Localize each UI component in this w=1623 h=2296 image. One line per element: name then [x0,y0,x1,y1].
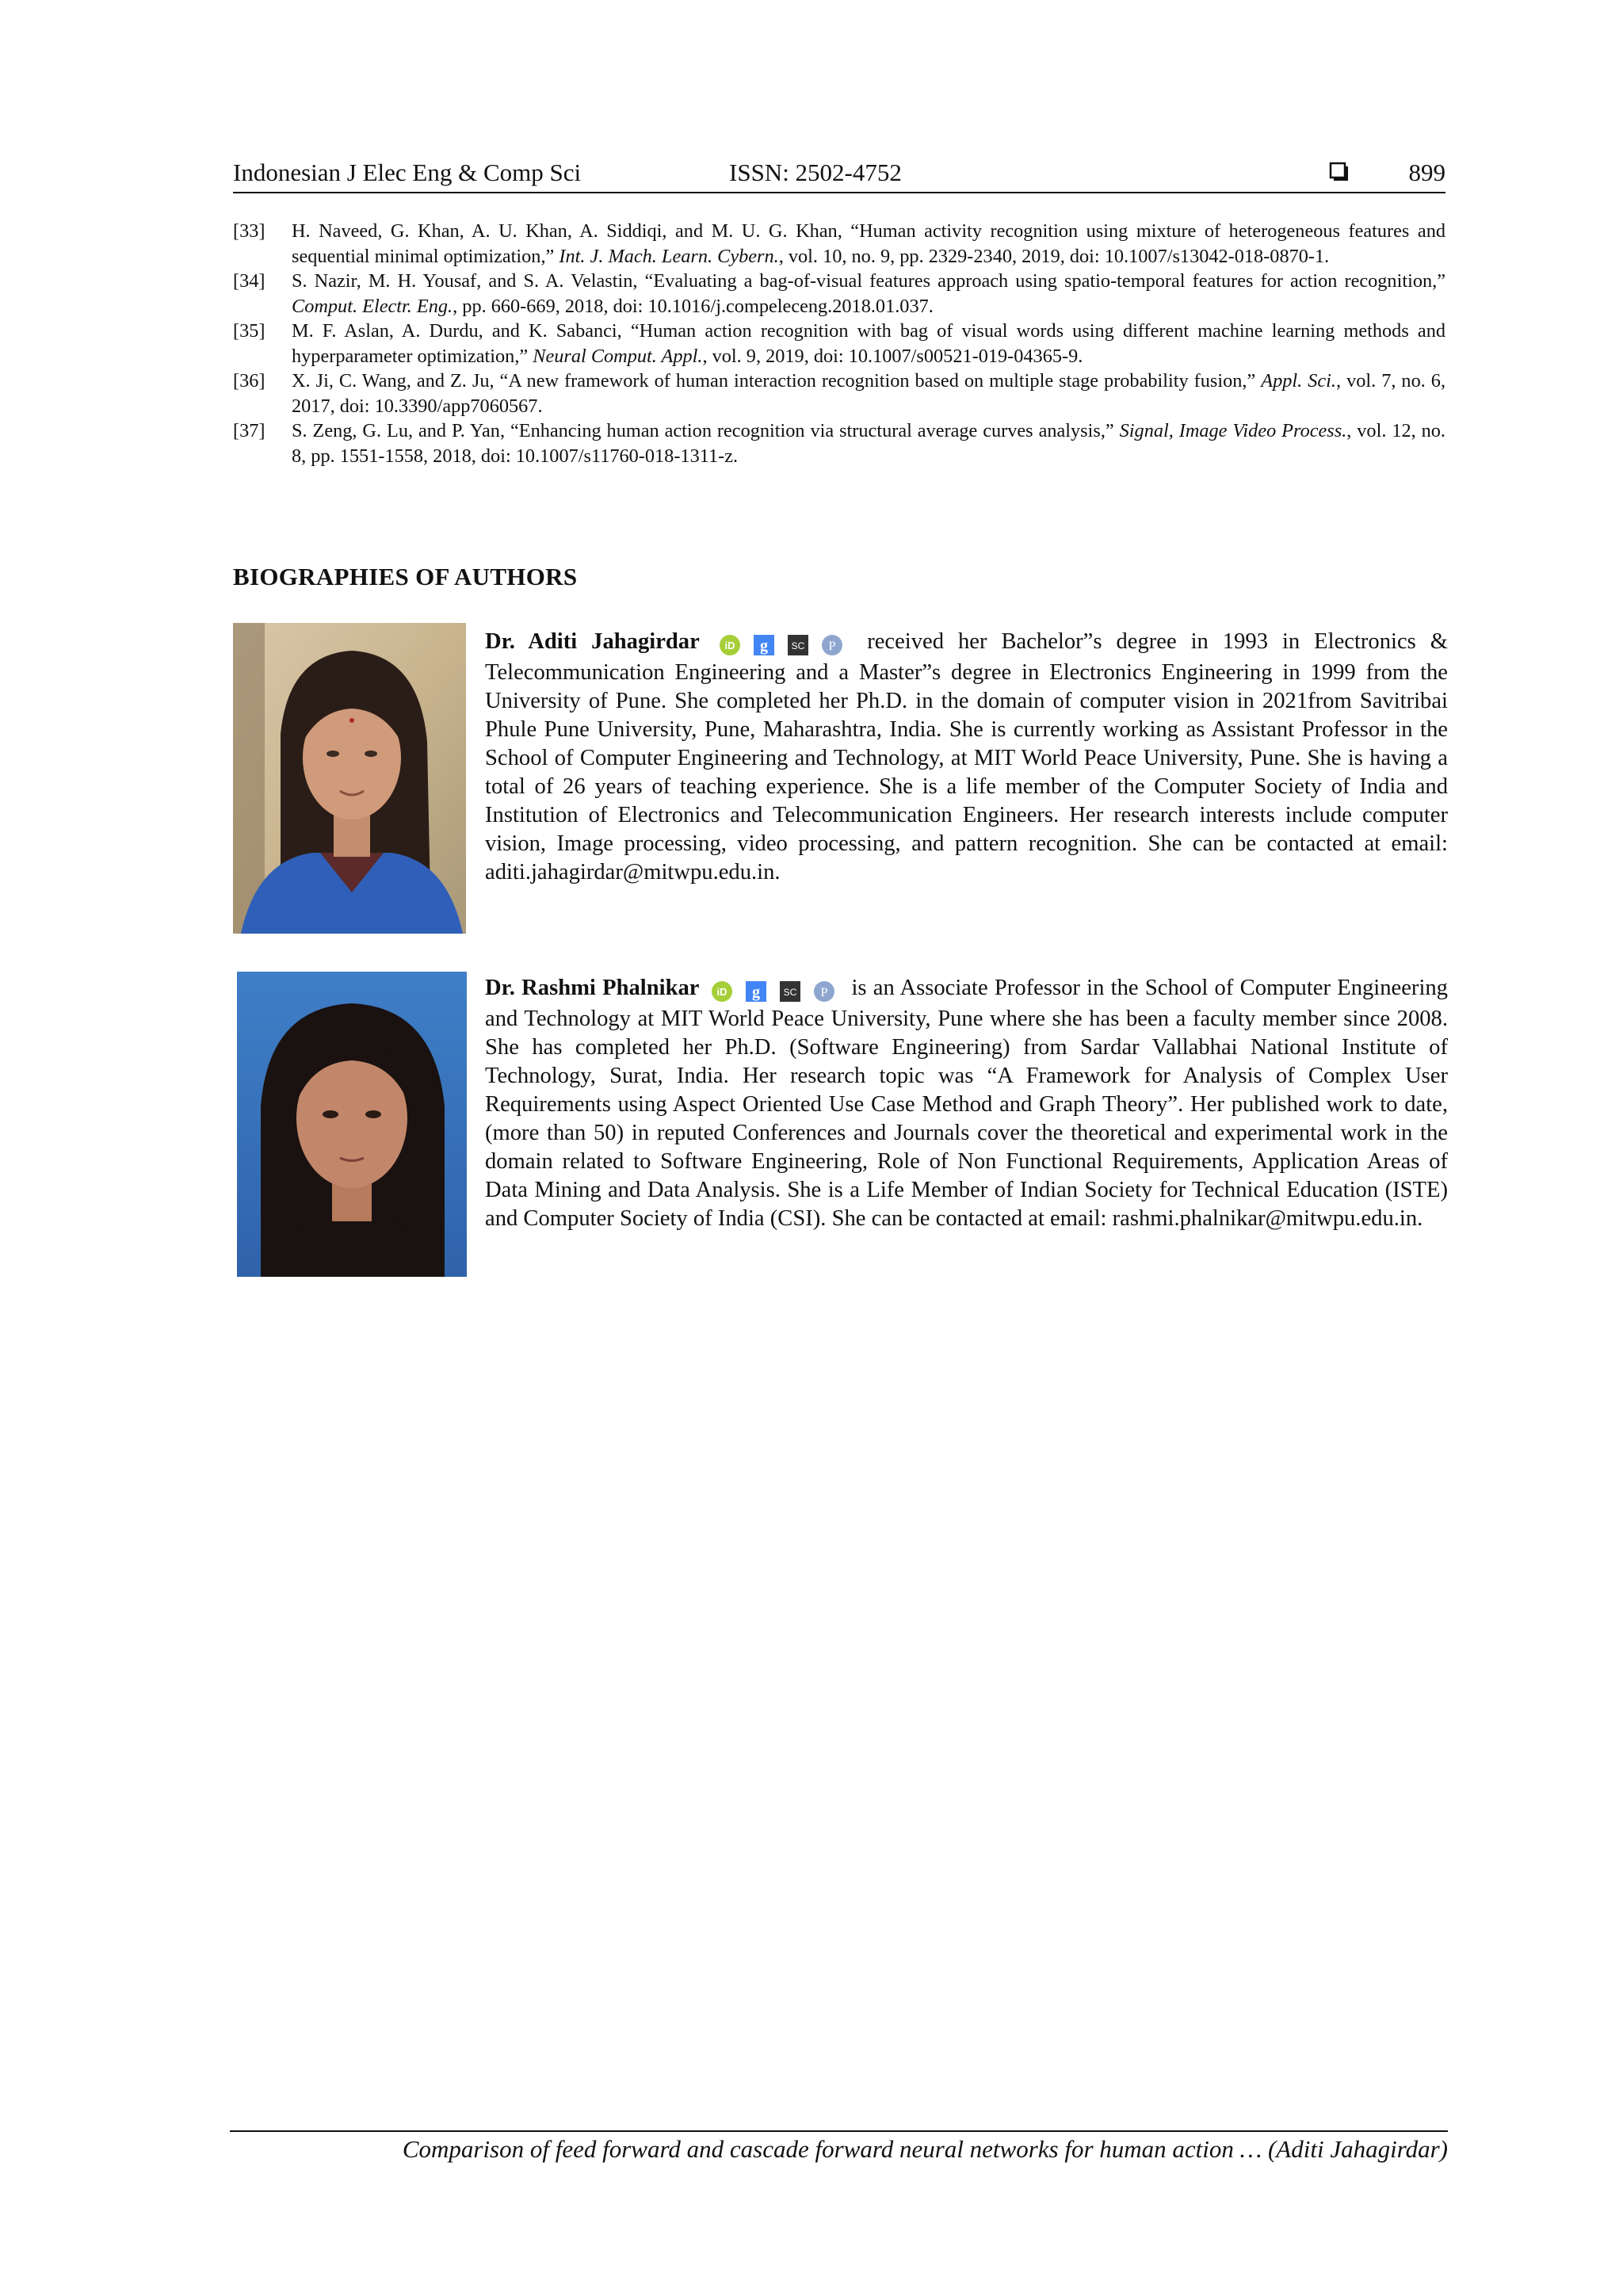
author-name: Dr. Aditi Jahagirdar [485,629,700,654]
author-bio-2 [485,974,1448,1233]
author-bio-text: is an Associate Professor in the School of Computer Engineering and Technology at MIT World Peace University, Pune where she has been a faculty member since 2008. She has completed her Ph.D. (Software Engineering) from Sardar Vallabhai National Institute of Technology, Surat, India. Her research topic was “A Framework for Analysis of Complex User Requirements using Aspect Oriented Use Case Method and Graph Theory”. Her published work to date, (more than 50) in reputed Conferences and Journals cover the theoretical and experimental work in the domain related to Software Engineering, Role of Non Functional Requirements, Application Areas of Data Mining and Data Analysis. She is a Life Member of Indian Society for Technical Education (ISTE) and Computer Society of India (CSI). She can be contacted at email: rashmi.phalnikar@mitwpu.edu.in. [485,976,1448,1231]
publons-icon[interactable] [813,980,835,1003]
box-icon [1329,162,1350,182]
author-name: Dr. Rashmi Phalnikar [485,976,700,1000]
reference-text: M. F. Aslan, A. Durdu, and K. Sabanci, “Human action recognition with bag of visual words using different machine learning methods and hyperparameter optimization,” Neural Comput. Appl., vol. 9, 2019, doi: 10.1007/s00521-019-04365-9. [292,320,1445,367]
author-photo-1 [233,623,466,934]
issn: ISSN: 2502-4752 [729,159,902,186]
journal-name: Indonesian J Elec Eng & Comp Sci [233,159,582,186]
biographies-heading: BIOGRAPHIES OF AUTHORS [233,563,578,590]
svg-text:P: P [820,986,828,1000]
references-list [233,219,1445,468]
reference-item [233,269,1445,319]
svg-text:SC: SC [783,987,797,999]
reference-number: [36] [233,370,265,392]
publons-icon[interactable] [821,634,843,656]
scopus-icon[interactable] [787,634,809,656]
reference-item [233,369,1445,418]
page-header [233,154,1445,193]
orcid-icon[interactable] [711,980,733,1003]
page-number: 899 [1408,159,1445,186]
reference-item [233,418,1445,468]
svg-text:g: g [759,637,768,655]
reference-number: [37] [233,420,265,441]
svg-text:P: P [828,640,836,654]
reference-text: X. Ji, C. Wang, and Z. Ju, “A new framework of human interaction recognition based on multiple stage probability fusion,” Appl. Sci., vol. 7, no. 6, 2017, doi: 10.3390/app7060567. [292,370,1446,417]
reference-number: [34] [233,270,265,292]
profile-badges [711,976,842,1005]
scopus-icon[interactable] [779,980,801,1003]
svg-text:iD: iD [716,986,727,999]
reference-number: [35] [233,320,265,342]
reference-text: S. Nazir, M. H. Yousaf, and S. A. Velastin, “Evaluating a bag-of-visual features approach using spatio-temporal features for action recognition,” Comput. Electr. Eng., pp. 660-669, 2018, doi: 10.1016/j.compeleceng.2018.01.037. [292,270,1445,317]
svg-text:iD: iD [724,640,735,652]
author-bio-text: received her Bachelor”s degree in 1993 in Electronics & Telecommunication Engineering and a Master”s degree in Electronics Engineering in 1999 from the University of Pune. She completed her Ph.D. in the domain of computer vision in 2021from Savitribai Phule Pune University, Pune, Maharashtra, India. She is currently working as Assistant Professor in the School of Computer Engineering and Technology, at MIT World Peace University, Pune. She is having a total of 26 years of teaching experience. She is a life member of the Computer Society of India and Institution of Electronics and Telecommunication Engineers. Her research interests include computer vision, Image processing, video processing, and pattern recognition. She can be contacted at email: aditi.jahagirdar@mitwpu.edu.in. [485,629,1448,884]
page-footer: Comparison of feed forward and cascade forward neural networks for human action … (Aditi Jahagirdar) [402,2135,1448,2163]
profile-badges [719,630,850,659]
reference-text: H. Naveed, G. Khan, A. U. Khan, A. Siddiqi, and M. U. G. Khan, “Human activity recognition using mixture of heterogeneous features and sequential minimal optimization,” Int. J. Mach. Learn. Cybern., vol. 10, no. 9, pp. 2329-2340, 2019, doi: 10.1007/s13042-018-0870-1. [292,220,1445,267]
reference-text: S. Zeng, G. Lu, and P. Yan, “Enhancing human action recognition via structural average curves analysis,” Signal, Image Video Process., vol. 12, no. 8, pp. 1551-1558, 2018, doi: 10.1007/s11760-018-1311-z. [292,420,1445,467]
google-scholar-icon[interactable] [745,980,767,1003]
svg-text:SC: SC [791,640,805,652]
google-scholar-icon[interactable] [753,634,775,656]
reference-item [233,219,1445,269]
reference-item [233,319,1445,369]
orcid-icon[interactable] [719,634,741,656]
reference-number: [33] [233,220,265,242]
author-photo-2 [237,972,467,1277]
footer-rule [230,2130,1448,2132]
svg-text:g: g [751,984,760,1002]
author-bio-1 [485,628,1448,887]
